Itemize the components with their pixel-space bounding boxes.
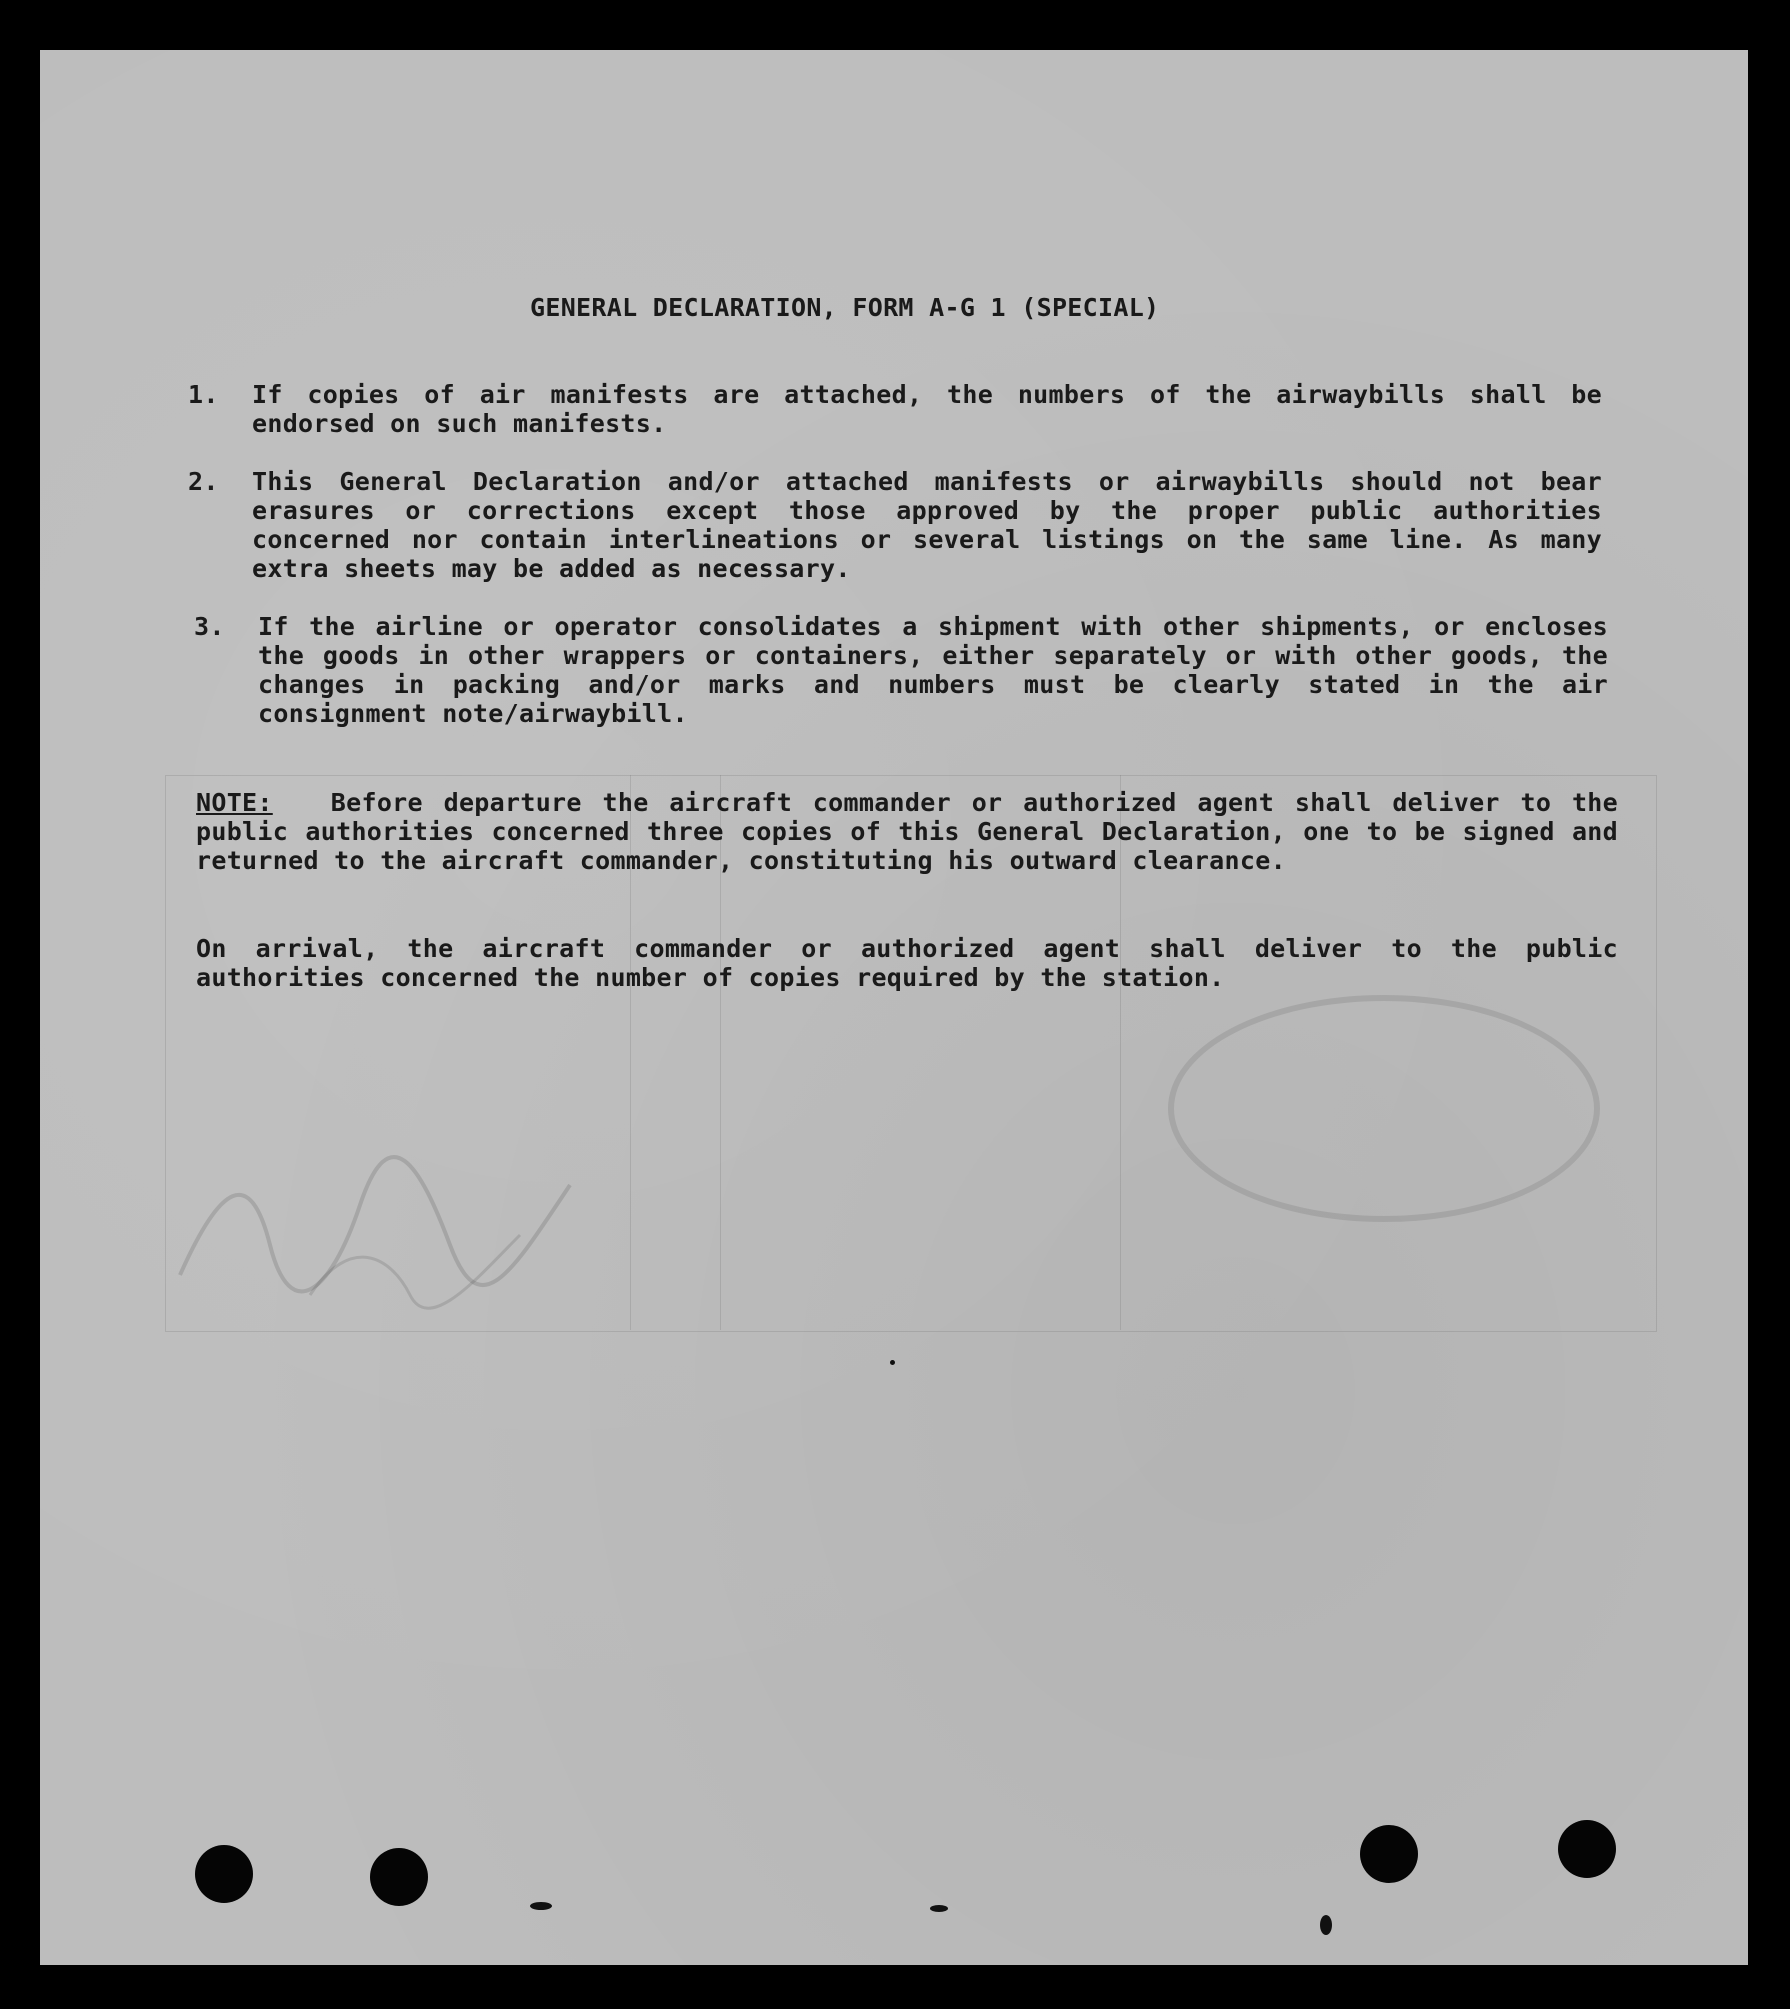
bleed-through-signature <box>160 1125 590 1325</box>
paper-sheet <box>40 50 1748 1965</box>
arrival-paragraph: On arrival, the aircraft commander or authorized agent shall deliver to the public authorities concerned the number of copies required by the station. <box>196 934 1618 992</box>
note-text: Before departure the aircraft commander or authorized agent shall deliver to the public authorities concerned three copies of this General Declaration, one to be signed and returned to the aircraft commander, constituting his outward clearance. <box>196 788 1618 875</box>
bleed-through-stamp <box>1168 995 1600 1222</box>
note-label: NOTE: <box>196 788 273 817</box>
punch-hole <box>195 1845 253 1903</box>
punch-hole <box>370 1848 428 1906</box>
instruction-item <box>194 612 1608 728</box>
item-number: 1. <box>188 380 219 409</box>
instruction-item <box>188 380 1602 438</box>
instruction-item <box>188 467 1602 583</box>
ink-speck <box>890 1360 895 1365</box>
ink-speck <box>530 1902 552 1910</box>
ink-speck <box>1320 1915 1332 1935</box>
punch-hole <box>1558 1820 1616 1878</box>
form-title: GENERAL DECLARATION, FORM A-G 1 (SPECIAL) <box>530 293 1160 322</box>
ink-speck <box>930 1905 948 1912</box>
punch-hole <box>1360 1825 1418 1883</box>
item-text: If the airline or operator consolidates a shipment with other shipments, or encloses the goods in other wrappers or containers, either separately or with other goods, the changes in packing and/or marks and numbers must be clearly stated in the air consignment note/airwaybill. <box>258 612 1608 728</box>
item-text: If copies of air manifests are attached, the numbers of the airwaybills shall be endorsed on such manifests. <box>252 380 1602 438</box>
item-number: 2. <box>188 467 219 496</box>
item-number: 3. <box>194 612 225 641</box>
item-text: This General Declaration and/or attached manifests or airwaybills should not bear erasures or corrections except those approved by the proper public authorities concerned nor contain interlineations or several listings on the same line. As many extra sheets may be added as necessary. <box>252 467 1602 583</box>
note-paragraph <box>196 788 1618 875</box>
